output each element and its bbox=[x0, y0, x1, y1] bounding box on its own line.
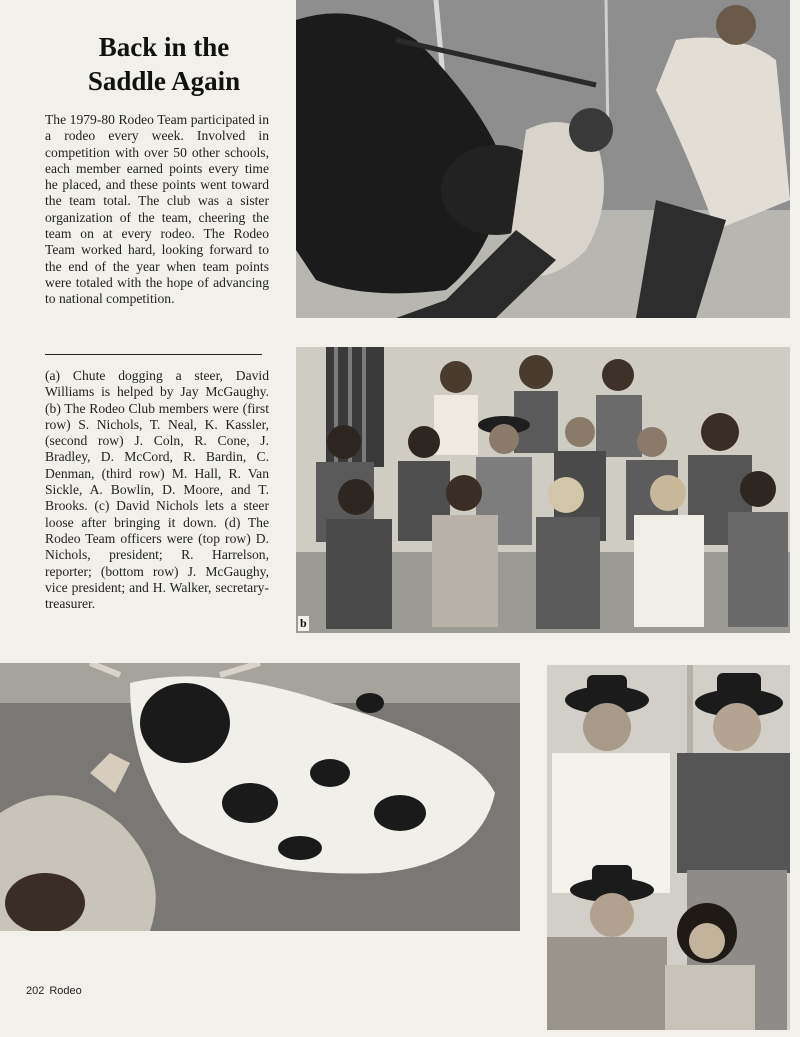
body-paragraph: The 1979-80 Rodeo Team participated in a rodeo every week. Involved in competition with over 50 other schools, each member earned points every time he placed, and these points went toward the team total. The club was a sister organization of the team, cheering the team on at every rodeo. The Rodeo Team worked hard, looking forward to the end of the year when team points were totaled with the hope of advancing to national competition. bbox=[45, 112, 269, 307]
photo-b-letter: b bbox=[300, 616, 307, 630]
photo-caption: (a) Chute dogging a steer, David Williams is helped by Jay McGaughy. (b) The Rodeo Club members were (first row) S. Nichols, T. Neal, K. Kassler, (second row) J. Coln, R. Cone, J. Bradley, D. McCord, R. Bardin, C. Denman, (third row) M. Hall, R. Van Sickle, A. Bowlin, D. Moore, and T. Brooks. (c) David Nichols lets a steer loose after bringing it down. (d) The Rodeo Team officers were (top row) D. Nichols, president; R. Harrelson, reporter; (bottom row) J. McGaughy, vice president; and H. Walker, secretary-treasurer. bbox=[45, 368, 269, 612]
photo-steer-loose bbox=[0, 663, 520, 931]
page-headline bbox=[40, 30, 288, 98]
photo-team-officers bbox=[547, 665, 790, 1030]
headline-line-1: Back in the bbox=[98, 32, 230, 62]
divider-rule bbox=[45, 354, 262, 355]
photo-steer-image bbox=[0, 663, 520, 931]
page-number: 202 bbox=[26, 985, 45, 997]
photo-chute-dogging bbox=[296, 0, 790, 318]
headline-line-2: Saddle Again bbox=[87, 66, 241, 96]
photo-chute-dogging-image bbox=[296, 0, 790, 318]
photo-officers-image bbox=[547, 665, 790, 1030]
section-name: Rodeo bbox=[49, 985, 82, 997]
photo-rodeo-club-image bbox=[296, 347, 790, 633]
page-folio bbox=[26, 985, 82, 997]
photo-rodeo-club-group bbox=[296, 347, 790, 633]
